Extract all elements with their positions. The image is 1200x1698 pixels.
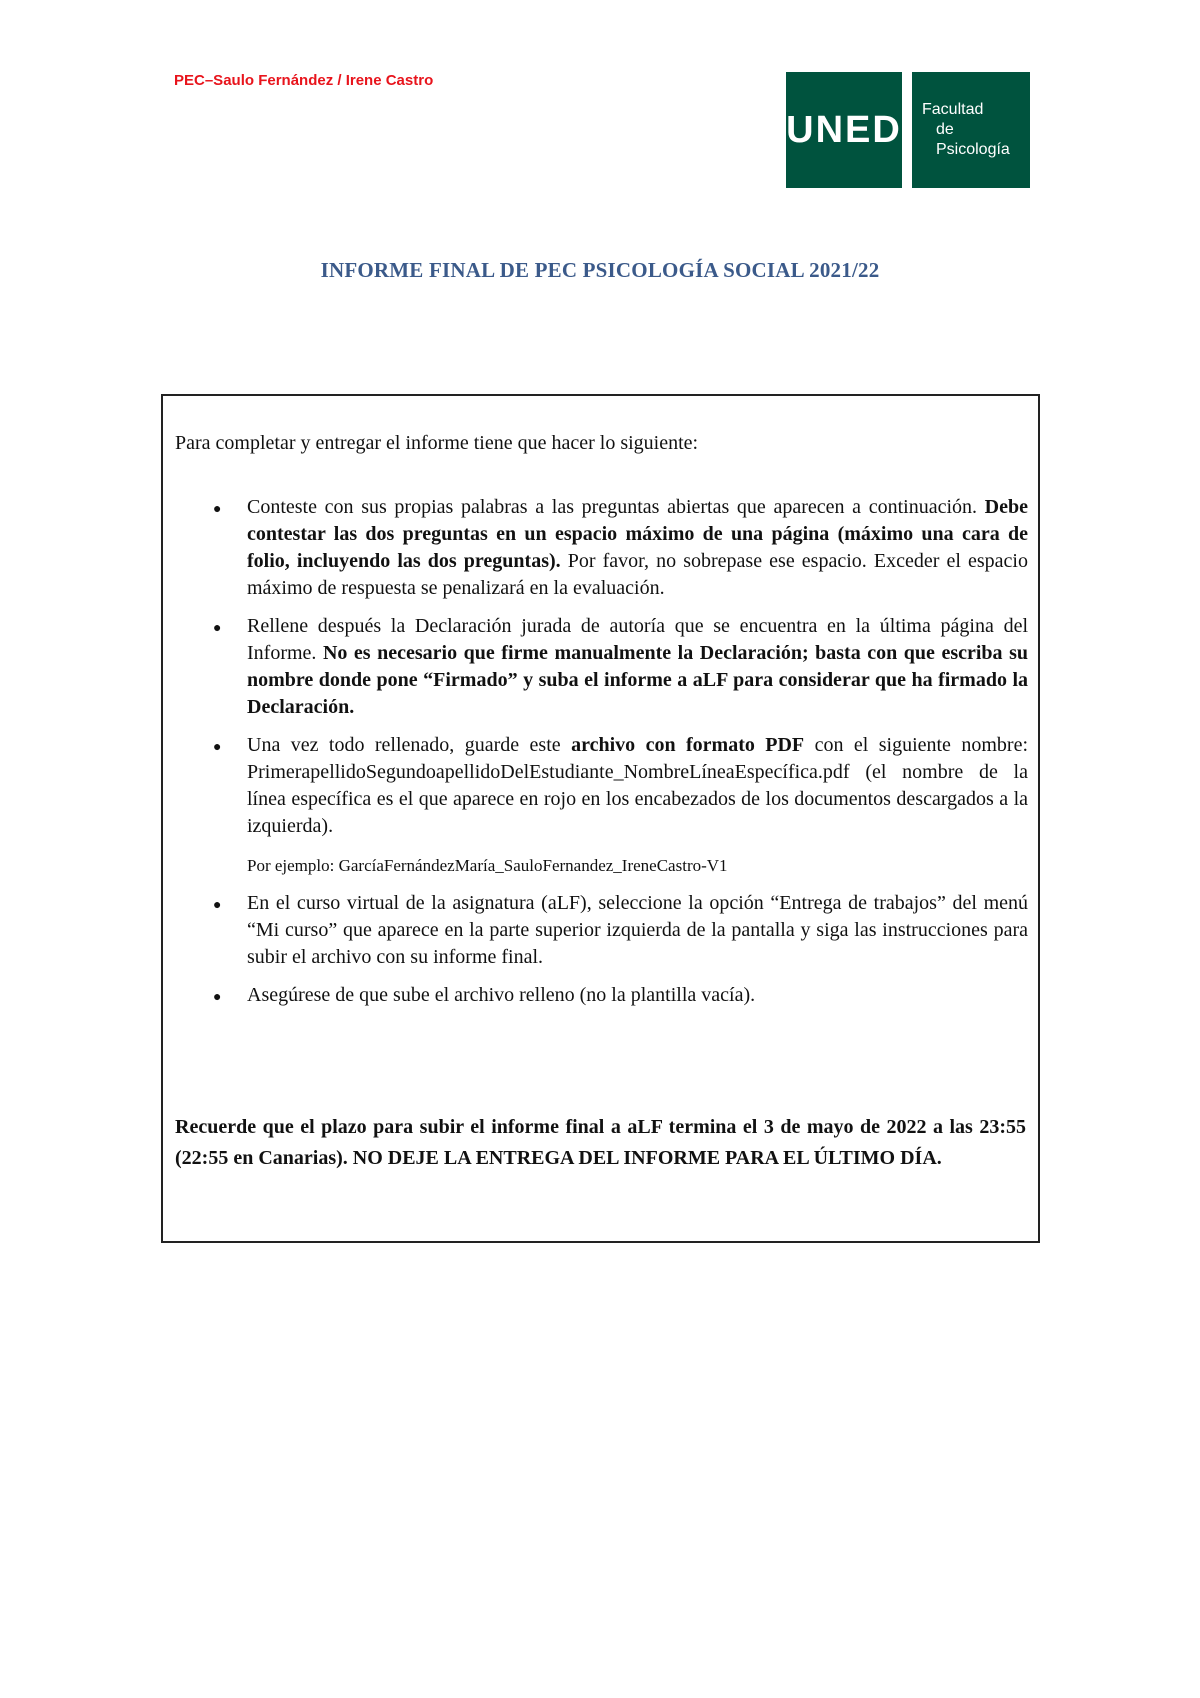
faculty-logo bbox=[912, 72, 1030, 188]
item3-text-c: con el siguiente nombre: PrimerapellidoSegundoapellidoDelEstudiante_NombreLíneaEspecífica.pdf (el nombre de la línea específica es el que aparece en rojo en los encabezados de los documentos descargados a la izquierda). bbox=[247, 734, 1029, 837]
item3-text-b: archivo con formato PDF bbox=[571, 734, 805, 756]
item3-text-a: Una vez todo rellenado, guarde este bbox=[247, 734, 572, 756]
page-title: INFORME FINAL DE PEC PSICOLOGÍA SOCIAL 2021/22 bbox=[320, 258, 880, 282]
item1-text-b: Debe contestar las dos preguntas en un espacio máximo de una página (máximo una cara de folio, incluyendo las dos preguntas). bbox=[247, 496, 1028, 572]
item2-text-b: No es necesario que firme manualmente la Declaración; basta con que escriba su nombre donde pone “Firmado” y suba el informe a aLF para considerar que ha firmado la Declaración. bbox=[247, 642, 1028, 718]
list-item bbox=[163, 732, 1038, 879]
bullet-icon: ● bbox=[213, 740, 222, 755]
list-item bbox=[163, 890, 1038, 971]
item4-text: En el curso virtual de la asignatura (aLF), seleccione la opción “Entrega de trabajos” del menú “Mi curso” que aparece en la parte superior izquierda de la pantalla y siga las instrucciones para subir el archivo con su informe final. bbox=[247, 892, 1028, 968]
instructions-box bbox=[161, 394, 1040, 1243]
item1-text-c: Por favor, no sobrepase ese espacio. Exceder el espacio máximo de respuesta se penalizará en la evaluación. bbox=[247, 550, 1028, 599]
item5-text: Asegúrese de que sube el archivo relleno (no la plantilla vacía). bbox=[247, 984, 756, 1006]
instructions-list bbox=[163, 494, 1038, 1020]
item2-text-a: Rellene después la Declaración jurada de autoría que se encuentra en la última página del Informe. bbox=[247, 615, 1028, 664]
list-item bbox=[163, 982, 1038, 1009]
list-item bbox=[163, 494, 1038, 602]
list-item bbox=[163, 613, 1038, 721]
filename-example: Por ejemplo: GarcíaFernándezMaría_SauloFernandez_IreneCastro-V1 bbox=[247, 856, 728, 875]
header-tag: PEC–Saulo Fernández / Irene Castro bbox=[174, 72, 434, 89]
faculty-logo-line2: de Psicología bbox=[936, 121, 1010, 158]
faculty-logo-line1: Facultad bbox=[922, 101, 984, 118]
bullet-icon: ● bbox=[213, 898, 222, 913]
bullet-icon: ● bbox=[213, 621, 222, 636]
item1-text-a: Conteste con sus propias palabras a las preguntas abiertas que aparecen a continuación. bbox=[247, 496, 985, 518]
uned-logo: UNED bbox=[786, 72, 902, 188]
bullet-icon: ● bbox=[213, 502, 222, 517]
instructions-intro: Para completar y entregar el informe tiene que hacer lo siguiente: bbox=[175, 432, 699, 454]
deadline-note: Recuerde que el plazo para subir el informe final a aLF termina el 3 de mayo de 2022 a las 23:55 (22:55 en Canarias). NO DEJE LA ENTREGA DEL INFORME PARA EL ÚLTIMO DÍA. bbox=[175, 1116, 1026, 1169]
bullet-icon: ● bbox=[213, 990, 222, 1005]
